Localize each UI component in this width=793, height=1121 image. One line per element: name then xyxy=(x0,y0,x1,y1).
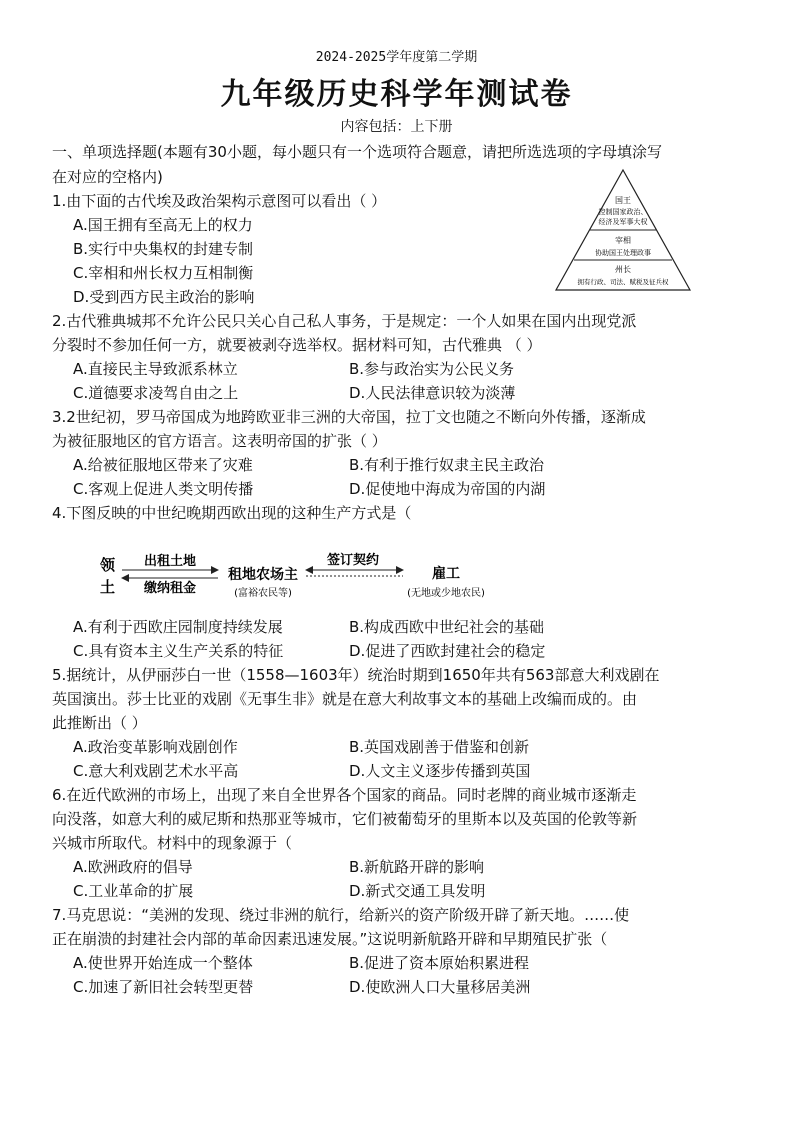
q2-stem-line2: 分裂时不参加任何一方，就要被剥夺选举权。据材料可知，古代雅典 （ ） xyxy=(52,336,542,354)
q5-stem-line2: 英国演出。莎士比亚的戏剧《无事生非》就是在意大利故事文本的基础上改编而成的。由 xyxy=(52,690,638,708)
q5-option-c[interactable]: C.意大利戏剧艺术水平高 xyxy=(73,762,239,780)
q6-option-b[interactable]: B.新航路开辟的影响 xyxy=(349,858,485,876)
page-subtitle: 内容包括：上下册 xyxy=(340,119,453,135)
flow-rent-out: 出租土地 xyxy=(143,554,197,569)
q4-option-b[interactable]: B.构成西欧中世纪社会的基础 xyxy=(349,618,545,636)
flow-lord-1: 领 xyxy=(100,556,116,574)
q7-option-c[interactable]: C.加速了新旧社会转型更替 xyxy=(73,978,254,996)
q3-option-d[interactable]: D.促使地中海成为帝国的内湖 xyxy=(349,480,546,498)
q2-option-c[interactable]: C.道德要求凌驾自由之上 xyxy=(73,384,239,402)
pyramid-tier3-line1: 拥有行政、司法、赋税及征兵权 xyxy=(577,278,669,286)
flow-pay-rent: 缴纳租金 xyxy=(143,581,197,596)
q7-option-a[interactable]: A.使世界开始连成一个整体 xyxy=(73,954,253,972)
flow-worker: 雇工 xyxy=(432,566,460,582)
q6-stem-line2: 向没落，如意大利的威尼斯和热那亚等城市，它们被葡萄牙的里斯本以及英国的伦敦等新 xyxy=(52,810,638,828)
page-title: 九年级历史科学年测试卷 xyxy=(220,77,573,112)
section-instructions-line1: 一、单项选择题(本题有30小题，每小题只有一个选项符合题意，请把所选选项的字母填涂写 xyxy=(52,143,662,161)
egypt-political-pyramid xyxy=(553,168,693,293)
q1-option-d[interactable]: D.受到西方民主政治的影响 xyxy=(73,288,255,306)
q4-option-c[interactable]: C.具有资本主义生产关系的特征 xyxy=(73,642,284,660)
q4-stem: 4.下图反映的中世纪晚期西欧出现的这种生产方式是（ xyxy=(52,504,412,522)
flow-worker-note: (无地或少地农民) xyxy=(407,588,485,599)
q5-option-a[interactable]: A.政治变革影响戏剧创作 xyxy=(73,738,238,756)
pyramid-tier3-title: 州长 xyxy=(615,265,631,274)
q5-stem-line1: 5.据统计，从伊丽莎白一世（1558—1603年）统治时期到1650年共有563部意大利戏剧在 xyxy=(52,666,660,684)
q3-option-a[interactable]: A.给被征服地区带来了灾难 xyxy=(73,456,253,474)
flow-lord-2: 土 xyxy=(100,578,116,596)
pyramid-tier1-line1: 控制国家政治、 xyxy=(598,208,648,216)
q7-option-d[interactable]: D.使欧洲人口大量移居美洲 xyxy=(349,978,531,996)
q3-option-c[interactable]: C.客观上促进人类文明传播 xyxy=(73,480,254,498)
q6-option-c[interactable]: C.工业革命的扩展 xyxy=(73,882,194,900)
q1-option-a[interactable]: A.国王拥有至高无上的权力 xyxy=(73,216,253,234)
q4-option-d[interactable]: D.促进了西欧封建社会的稳定 xyxy=(349,642,546,660)
pyramid-tier2-title: 宰相 xyxy=(615,236,631,245)
q3-option-b[interactable]: B.有利于推行奴隶主民主政治 xyxy=(349,456,545,474)
q6-stem-line1: 6.在近代欧洲的市场上，出现了来自全世界各个国家的商品。同时老牌的商业城市逐渐走 xyxy=(52,786,637,804)
q1-option-b[interactable]: B.实行中央集权的封建专制 xyxy=(73,240,254,258)
q7-stem-line2: 正在崩溃的封建社会内部的革命因素迅速发展。”这说明新航路开辟和早期殖民扩张（ xyxy=(52,930,608,948)
q2-option-a[interactable]: A.直接民主导致派系林立 xyxy=(73,360,238,378)
q6-stem-line3: 兴城市所取代。材料中的现象源于（ xyxy=(52,834,293,852)
q6-option-d[interactable]: D.新式交通工具发明 xyxy=(349,882,486,900)
flow-farmer: 租地农场主 xyxy=(228,567,298,583)
production-flow-diagram xyxy=(98,548,518,608)
q1-stem: 1.由下面的古代埃及政治架构示意图可以看出（ ） xyxy=(52,192,387,210)
q1-option-c[interactable]: C.宰相和州长权力互相制衡 xyxy=(73,264,254,282)
q6-option-a[interactable]: A.欧洲政府的倡导 xyxy=(73,858,193,876)
q3-stem-line1: 3.2世纪初，罗马帝国成为地跨欧亚非三洲的大帝国，拉丁文也随之不断向外传播，逐渐成 xyxy=(52,408,646,426)
q5-stem-line3: 此推断出（ ） xyxy=(52,714,147,732)
school-year: 2024-2025学年度第二学期 xyxy=(315,50,478,65)
pyramid-tier2-line1: 协助国王处理政事 xyxy=(595,249,651,257)
pyramid-tier1-line2: 经济及军事大权 xyxy=(598,218,648,226)
section-instructions-line2: 在对应的空格内) xyxy=(52,168,163,186)
flow-contract: 签订契约 xyxy=(326,553,380,568)
q2-option-b[interactable]: B.参与政治实为公民义务 xyxy=(349,360,515,378)
q3-stem-line2: 为被征服地区的官方语言。这表明帝国的扩张（ ） xyxy=(52,432,387,450)
q2-stem-line1: 2.古代雅典城邦不允许公民只关心自己私人事务，于是规定：一个人如果在国内出现党派 xyxy=(52,312,637,330)
q2-option-d[interactable]: D.人民法律意识较为淡薄 xyxy=(349,384,516,402)
q4-option-a[interactable]: A.有利于西欧庄园制度持续发展 xyxy=(73,618,283,636)
q7-stem-line1: 7.马克思说：“美洲的发现、绕过非洲的航行，给新兴的资产阶级开辟了新天地。……使 xyxy=(52,906,630,924)
q5-option-d[interactable]: D.人文主义逐步传播到英国 xyxy=(349,762,531,780)
q7-option-b[interactable]: B.促进了资本原始积累进程 xyxy=(349,954,530,972)
flow-farmer-note: (富裕农民等) xyxy=(234,588,292,599)
pyramid-tier1-title: 国王 xyxy=(615,196,631,205)
q5-option-b[interactable]: B.英国戏剧善于借鉴和创新 xyxy=(349,738,530,756)
